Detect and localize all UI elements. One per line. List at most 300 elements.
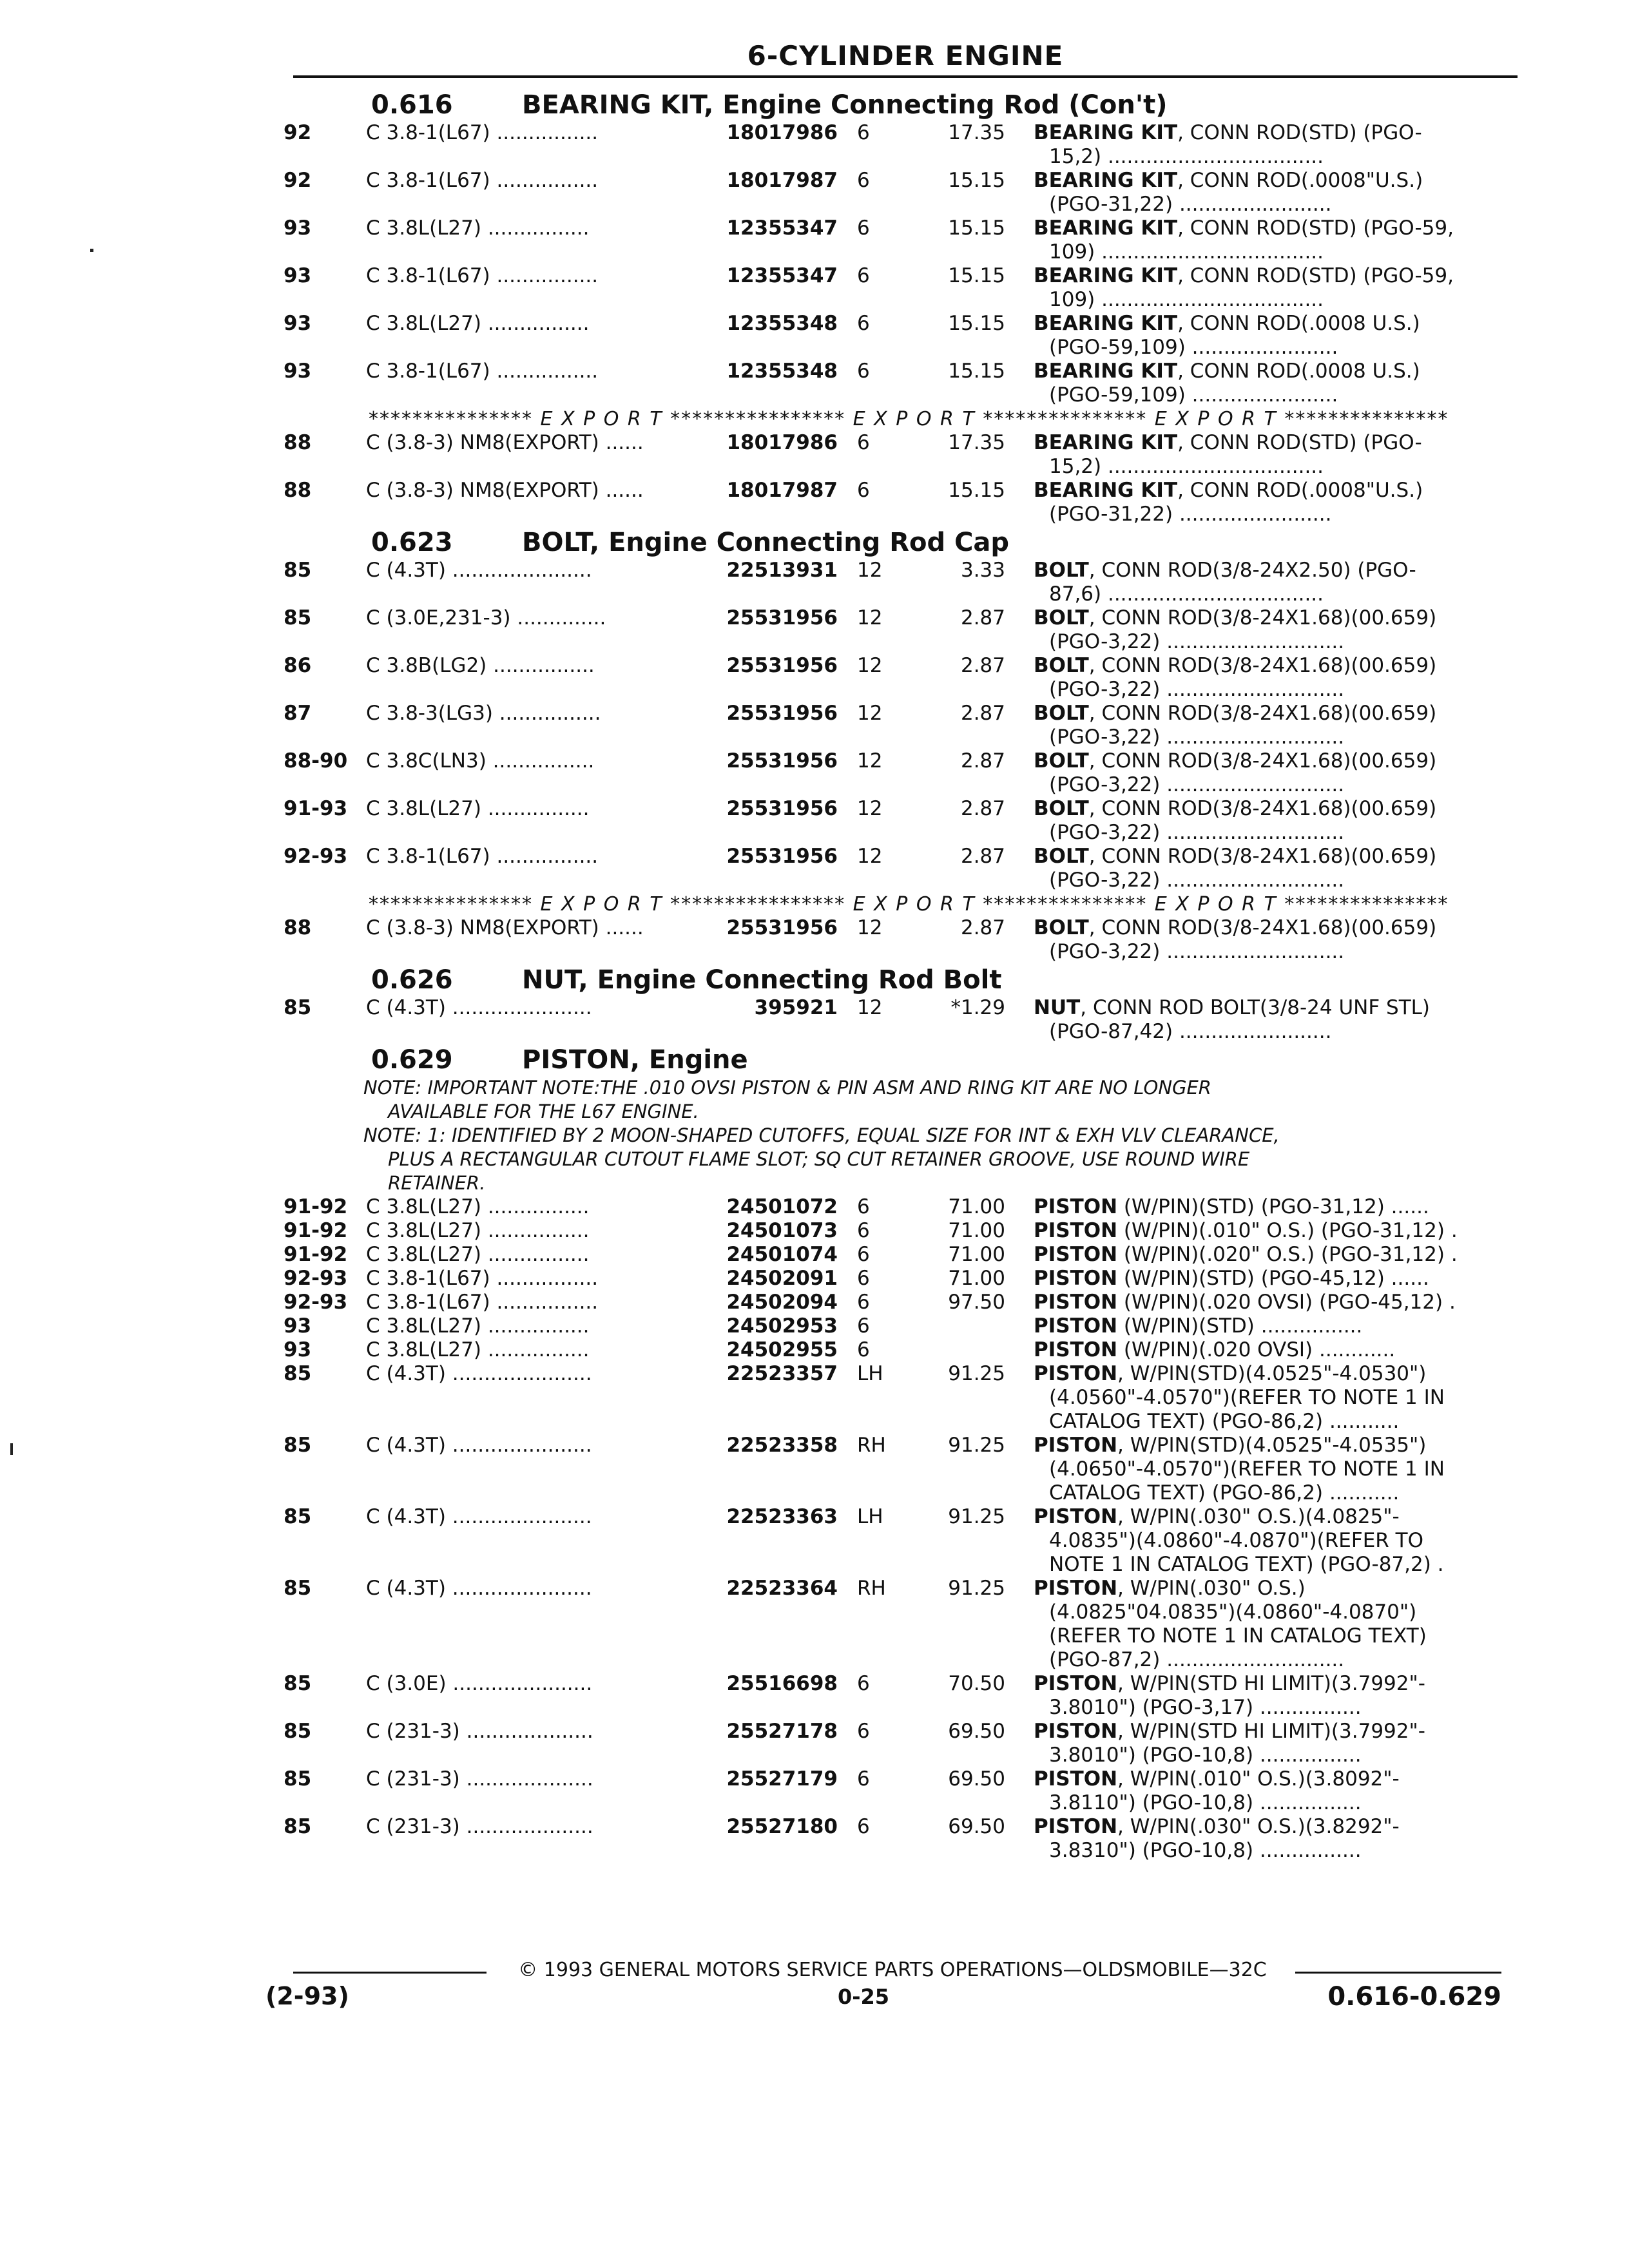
part-description <box>1034 1720 1425 1744</box>
description-detail: , CONN ROD(3/8-24X1.68)(00.659) <box>1088 749 1437 773</box>
continuation-text: 4.0835")(4.0860"-4.0870")(REFER TO <box>1049 1529 1424 1552</box>
price: 69.50 <box>948 1815 1005 1838</box>
quantity: 6 <box>857 431 870 454</box>
quantity: 6 <box>857 1815 870 1838</box>
description-continuation <box>0 1553 1629 1577</box>
description-detail: (W/PIN)(.010" O.S.) (PGO-31,12) . <box>1117 1219 1458 1242</box>
model-year: 92-93 <box>284 1267 348 1290</box>
description-keyword: PISTON <box>1034 1767 1118 1791</box>
description-detail: , CONN ROD(3/8-24X2.50) (PGO- <box>1088 559 1416 582</box>
continuation-text: NOTE 1 IN CATALOG TEXT) (PGO-87,2) . <box>1049 1553 1444 1576</box>
model-year: 85 <box>284 1672 312 1695</box>
part-number: 22523358 <box>726 1434 838 1457</box>
continuation-text: 3.8010") (PGO-3,17) ................ <box>1049 1696 1362 1719</box>
part-row <box>0 749 1629 773</box>
description-continuation <box>0 869 1629 892</box>
model-year: 91-92 <box>284 1219 348 1242</box>
description-continuation <box>0 1648 1629 1672</box>
price: 69.50 <box>948 1720 1005 1743</box>
description-keyword: BOLT <box>1034 654 1089 677</box>
description-keyword: BEARING KIT <box>1034 169 1178 192</box>
model-code: C (4.3T) ...................... <box>366 996 592 1019</box>
description-detail: (W/PIN)(STD) ................ <box>1117 1314 1363 1338</box>
model-code: C 3.8-1(L67) ................ <box>366 1267 599 1290</box>
price: 2.87 <box>960 702 1005 725</box>
description-continuation <box>0 455 1629 479</box>
part-row <box>0 312 1629 336</box>
model-year: 85 <box>284 1434 312 1457</box>
continuation-text: (PGO-3,22) ............................ <box>1049 678 1345 701</box>
description-continuation <box>0 240 1629 264</box>
part-row <box>0 845 1629 869</box>
part-description <box>1034 1267 1429 1291</box>
export-divider-text: *************** E X P O R T **************** E X P O R T *************** E X P O R T *************** <box>369 893 1449 916</box>
part-number: 24502955 <box>726 1338 838 1361</box>
model-year: 93 <box>284 1338 312 1361</box>
description-keyword: PISTON <box>1034 1338 1118 1361</box>
export-divider <box>0 892 1629 916</box>
part-number: 25531956 <box>726 654 838 677</box>
description-detail: , W/PIN(.030" O.S.) <box>1117 1577 1306 1600</box>
description-continuation <box>0 1457 1629 1481</box>
description-keyword: PISTON <box>1034 1505 1118 1528</box>
description-keyword: PISTON <box>1034 1362 1118 1385</box>
export-divider <box>0 407 1629 431</box>
description-continuation <box>0 503 1629 526</box>
description-continuation <box>0 940 1629 964</box>
continuation-text: CATALOG TEXT) (PGO-86,2) ........... <box>1049 1410 1400 1433</box>
model-code: C 3.8L(L27) ................ <box>366 1243 590 1266</box>
description-continuation <box>0 1386 1629 1410</box>
model-year: 93 <box>284 360 312 383</box>
description-continuation <box>0 1839 1629 1863</box>
description-keyword: PISTON <box>1034 1195 1118 1218</box>
price: 91.25 <box>948 1505 1005 1528</box>
part-row <box>0 559 1629 582</box>
description-continuation <box>0 1624 1629 1648</box>
price: 17.35 <box>948 431 1005 454</box>
model-code: C (4.3T) ...................... <box>366 1362 592 1385</box>
price: 2.87 <box>960 797 1005 820</box>
description-keyword: PISTON <box>1034 1577 1118 1600</box>
part-description <box>1034 1195 1429 1219</box>
description-detail: , CONN ROD(STD) (PGO- <box>1177 121 1422 144</box>
quantity: 6 <box>857 1219 870 1242</box>
catalog-note <box>0 1100 1629 1124</box>
part-row <box>0 1672 1629 1696</box>
part-row <box>0 1815 1629 1839</box>
price: 71.00 <box>948 1243 1005 1266</box>
continuation-text: (PGO-59,109) ....................... <box>1049 383 1338 407</box>
model-code: C 3.8-1(L67) ................ <box>366 121 599 144</box>
description-detail: , CONN ROD(STD) (PGO- <box>1177 431 1422 454</box>
price: *1.29 <box>950 996 1005 1019</box>
quantity: 12 <box>857 559 883 582</box>
model-code: C (3.8-3) NM8(EXPORT) ...... <box>366 479 644 502</box>
model-code: C 3.8B(LG2) ................ <box>366 654 595 677</box>
price: 15.15 <box>948 360 1005 383</box>
description-detail: , CONN ROD(3/8-24X1.68)(00.659) <box>1088 606 1437 629</box>
quantity: 6 <box>857 1767 870 1791</box>
part-number: 25531956 <box>726 702 838 725</box>
description-keyword: PISTON <box>1034 1314 1118 1338</box>
part-row <box>0 169 1629 193</box>
price: 69.50 <box>948 1767 1005 1791</box>
section-title: PISTON, Engine <box>522 1045 748 1075</box>
part-description <box>1034 702 1436 726</box>
catalog-note <box>0 1148 1629 1171</box>
part-description <box>1034 360 1420 383</box>
part-number: 25516698 <box>726 1672 838 1695</box>
price: 15.15 <box>948 264 1005 287</box>
description-continuation <box>0 678 1629 702</box>
model-code: C (231-3) .................... <box>366 1815 593 1838</box>
note-text: AVAILABLE FOR THE L67 ENGINE. <box>388 1100 699 1122</box>
scan-mark <box>90 249 93 252</box>
part-row <box>0 264 1629 288</box>
price: 2.87 <box>960 845 1005 868</box>
model-year: 85 <box>284 1362 312 1385</box>
continuation-text: (PGO-3,22) ............................ <box>1049 630 1345 653</box>
description-detail: , CONN ROD(STD) (PGO-59, <box>1177 264 1454 287</box>
continuation-text: 15,2) .................................. <box>1049 145 1324 168</box>
continuation-text: 3.8310") (PGO-10,8) ................ <box>1049 1839 1362 1862</box>
description-continuation <box>0 383 1629 407</box>
part-row <box>0 1267 1629 1291</box>
quantity: 6 <box>857 121 870 144</box>
description-keyword: BOLT <box>1034 702 1089 725</box>
model-code: C 3.8C(LN3) ................ <box>366 749 595 773</box>
model-code: C 3.8L(L27) ................ <box>366 216 590 240</box>
section-heading <box>0 526 1629 559</box>
part-row <box>0 1314 1629 1338</box>
footer-date: (2-93) <box>265 1982 349 2010</box>
continuation-text: (REFER TO NOTE 1 IN CATALOG TEXT) <box>1049 1624 1427 1648</box>
part-number: 24501074 <box>726 1243 838 1266</box>
model-year: 85 <box>284 559 312 582</box>
description-detail: (W/PIN)(STD) (PGO-31,12) ...... <box>1117 1195 1429 1218</box>
model-year: 93 <box>284 216 312 240</box>
part-number: 25531956 <box>726 845 838 868</box>
model-code: C (4.3T) ...................... <box>366 559 592 582</box>
footer-copyright: © 1993 GENERAL MOTORS SERVICE PARTS OPERATIONS—OLDSMOBILE—32C <box>518 1959 1267 1981</box>
description-detail: , CONN ROD(3/8-24X1.68)(00.659) <box>1088 797 1437 820</box>
model-code: C (231-3) .................... <box>366 1720 593 1743</box>
description-detail: , CONN ROD(STD) (PGO-59, <box>1177 216 1454 240</box>
part-row <box>0 216 1629 240</box>
section-title: NUT, Engine Connecting Rod Bolt <box>522 965 1002 995</box>
part-number: 12355348 <box>726 312 838 335</box>
model-year: 92 <box>284 121 312 144</box>
part-row <box>0 1434 1629 1457</box>
description-continuation <box>0 1529 1629 1553</box>
part-number: 22513931 <box>726 559 838 582</box>
footer-rule-left <box>293 1972 487 1974</box>
part-description <box>1034 606 1436 630</box>
description-continuation <box>0 773 1629 797</box>
part-description <box>1034 559 1416 582</box>
model-year: 92-93 <box>284 845 348 868</box>
part-row <box>0 1362 1629 1386</box>
description-keyword: PISTON <box>1034 1434 1118 1457</box>
part-row <box>0 1291 1629 1314</box>
quantity: LH <box>857 1362 883 1385</box>
model-code: C 3.8L(L27) ................ <box>366 1338 590 1361</box>
description-keyword: BEARING KIT <box>1034 312 1178 335</box>
model-year: 91-93 <box>284 797 348 820</box>
continuation-text: (PGO-31,22) ........................ <box>1049 503 1332 526</box>
quantity: 12 <box>857 797 883 820</box>
quantity: LH <box>857 1505 883 1528</box>
description-continuation <box>0 1481 1629 1505</box>
description-continuation <box>0 1600 1629 1624</box>
price: 15.15 <box>948 479 1005 502</box>
continuation-text: 15,2) .................................. <box>1049 455 1324 478</box>
parts-listing <box>0 89 1629 1863</box>
continuation-text: 3.8110") (PGO-10,8) ................ <box>1049 1791 1362 1814</box>
part-row <box>0 121 1629 145</box>
price: 91.25 <box>948 1577 1005 1600</box>
quantity: 6 <box>857 1267 870 1290</box>
part-description <box>1034 431 1422 455</box>
part-description <box>1034 121 1422 145</box>
part-description <box>1034 1243 1458 1267</box>
part-number: 22523357 <box>726 1362 838 1385</box>
model-year: 91-92 <box>284 1195 348 1218</box>
part-number: 12355347 <box>726 216 838 240</box>
part-row <box>0 996 1629 1020</box>
description-continuation <box>0 726 1629 749</box>
part-description <box>1034 1338 1395 1362</box>
part-number: 18017987 <box>726 479 838 502</box>
price: 97.50 <box>948 1291 1005 1314</box>
section-title: BEARING KIT, Engine Connecting Rod (Con't) <box>522 90 1168 120</box>
description-keyword: BEARING KIT <box>1034 216 1178 240</box>
section-heading <box>0 1044 1629 1076</box>
export-divider-text: *************** E X P O R T **************** E X P O R T *************** E X P O R T *************** <box>369 408 1449 430</box>
model-code: C (4.3T) ...................... <box>366 1505 592 1528</box>
description-keyword: PISTON <box>1034 1267 1118 1290</box>
description-continuation <box>0 821 1629 845</box>
price: 71.00 <box>948 1267 1005 1290</box>
part-number: 25527180 <box>726 1815 838 1838</box>
price: 70.50 <box>948 1672 1005 1695</box>
description-continuation <box>0 336 1629 360</box>
price: 17.35 <box>948 121 1005 144</box>
continuation-text: (4.0560"-4.0570")(REFER TO NOTE 1 IN <box>1049 1386 1445 1409</box>
model-year: 88 <box>284 916 312 939</box>
part-description <box>1034 654 1436 678</box>
part-row <box>0 654 1629 678</box>
quantity: 12 <box>857 606 883 629</box>
price: 2.87 <box>960 606 1005 629</box>
part-number: 24502094 <box>726 1291 838 1314</box>
part-description <box>1034 749 1436 773</box>
continuation-text: CATALOG TEXT) (PGO-86,2) ........... <box>1049 1481 1400 1504</box>
price: 15.15 <box>948 169 1005 192</box>
part-description <box>1034 1291 1456 1314</box>
part-number: 24501072 <box>726 1195 838 1218</box>
part-description <box>1034 1219 1458 1243</box>
description-detail: , W/PIN(STD HI LIMIT)(3.7992"- <box>1117 1720 1425 1743</box>
description-keyword: BEARING KIT <box>1034 121 1178 144</box>
part-description <box>1034 1314 1362 1338</box>
section-number: 0.629 <box>371 1045 453 1075</box>
quantity: 12 <box>857 996 883 1019</box>
description-continuation <box>0 630 1629 654</box>
part-description <box>1034 1767 1400 1791</box>
part-number: 24501073 <box>726 1219 838 1242</box>
section-heading <box>0 964 1629 996</box>
quantity: 6 <box>857 1672 870 1695</box>
model-year: 88 <box>284 431 312 454</box>
section-number: 0.626 <box>371 965 453 995</box>
description-keyword: BEARING KIT <box>1034 360 1178 383</box>
quantity: 12 <box>857 654 883 677</box>
price: 3.33 <box>960 559 1005 582</box>
quantity: 6 <box>857 479 870 502</box>
part-description <box>1034 1434 1426 1457</box>
description-detail: , W/PIN(.030" O.S.)(4.0825"- <box>1117 1505 1400 1528</box>
part-row <box>0 606 1629 630</box>
model-code: C 3.8-3(LG3) ................ <box>366 702 601 725</box>
part-row <box>0 1243 1629 1267</box>
description-continuation <box>0 1020 1629 1044</box>
note-text: NOTE: IMPORTANT NOTE:THE .010 OVSI PISTON & PIN ASM AND RING KIT ARE NO LONGER <box>363 1077 1211 1099</box>
description-continuation <box>0 193 1629 216</box>
model-year: 85 <box>284 996 312 1019</box>
quantity: 6 <box>857 169 870 192</box>
continuation-text: (PGO-87,42) ........................ <box>1049 1020 1332 1043</box>
description-detail: , CONN ROD(.0008"U.S.) <box>1177 479 1423 502</box>
quantity: 6 <box>857 360 870 383</box>
description-detail: (W/PIN)(.020 OVSI) (PGO-45,12) . <box>1117 1291 1456 1314</box>
quantity: 6 <box>857 1720 870 1743</box>
part-number: 395921 <box>754 996 838 1019</box>
part-number: 18017986 <box>726 431 838 454</box>
model-code: C 3.8L(L27) ................ <box>366 1219 590 1242</box>
part-row <box>0 1195 1629 1219</box>
part-number: 25531956 <box>726 606 838 629</box>
description-keyword: BEARING KIT <box>1034 431 1178 454</box>
price: 91.25 <box>948 1434 1005 1457</box>
part-row <box>0 479 1629 503</box>
footer-page-number: 0-25 <box>837 1984 890 2009</box>
note-text: PLUS A RECTANGULAR CUTOUT FLAME SLOT; SQ CUT RETAINER GROOVE, USE ROUND WIRE <box>388 1148 1250 1170</box>
section-heading <box>0 89 1629 121</box>
part-description <box>1034 1672 1425 1696</box>
part-row <box>0 702 1629 726</box>
continuation-text: 87,6) .................................. <box>1049 582 1324 606</box>
continuation-text: (PGO-31,22) ........................ <box>1049 193 1332 216</box>
part-description <box>1034 996 1430 1020</box>
description-keyword: BOLT <box>1034 916 1089 939</box>
description-detail: (W/PIN)(.020 OVSI) ............ <box>1117 1338 1396 1361</box>
quantity: 6 <box>857 1195 870 1218</box>
quantity: 12 <box>857 916 883 939</box>
catalog-note <box>0 1171 1629 1195</box>
section-number: 0.616 <box>371 90 453 120</box>
model-code: C 3.8L(L27) ................ <box>366 797 590 820</box>
model-code: C (231-3) .................... <box>366 1767 593 1791</box>
page-header: 6-CYLINDER ENGINE <box>747 40 1064 72</box>
continuation-text: (4.0650"-4.0570")(REFER TO NOTE 1 IN <box>1049 1457 1445 1481</box>
quantity: 6 <box>857 216 870 240</box>
part-number: 24502953 <box>726 1314 838 1338</box>
section-number: 0.623 <box>371 528 453 557</box>
description-keyword: BOLT <box>1034 559 1089 582</box>
description-detail: , CONN ROD(3/8-24X1.68)(00.659) <box>1088 845 1437 868</box>
quantity: 6 <box>857 264 870 287</box>
scan-mark <box>10 1443 13 1455</box>
description-detail: , W/PIN(.010" O.S.)(3.8092"- <box>1117 1767 1400 1791</box>
section-title: BOLT, Engine Connecting Rod Cap <box>522 528 1010 557</box>
part-row <box>0 1577 1629 1600</box>
part-description <box>1034 1505 1400 1529</box>
quantity: RH <box>857 1577 886 1600</box>
part-number: 18017986 <box>726 121 838 144</box>
part-row <box>0 1219 1629 1243</box>
continuation-text: (PGO-3,22) ............................ <box>1049 726 1345 749</box>
quantity: 6 <box>857 1314 870 1338</box>
part-row <box>0 1505 1629 1529</box>
description-keyword: PISTON <box>1034 1243 1118 1266</box>
part-number: 22523364 <box>726 1577 838 1600</box>
description-continuation <box>0 145 1629 169</box>
model-year: 93 <box>284 1314 312 1338</box>
model-code: C (3.8-3) NM8(EXPORT) ...... <box>366 916 644 939</box>
description-detail: , W/PIN(STD)(4.0525"-4.0535") <box>1117 1434 1427 1457</box>
quantity: 12 <box>857 749 883 773</box>
continuation-text: (4.0825"04.0835")(4.0860"-4.0870") <box>1049 1600 1417 1624</box>
part-number: 22523363 <box>726 1505 838 1528</box>
price: 71.00 <box>948 1195 1005 1218</box>
model-code: C (4.3T) ...................... <box>366 1577 592 1600</box>
model-year: 87 <box>284 702 312 725</box>
part-number: 25531956 <box>726 916 838 939</box>
description-detail: , CONN ROD(3/8-24X1.68)(00.659) <box>1088 654 1437 677</box>
catalog-note <box>0 1124 1629 1148</box>
part-description <box>1034 479 1423 503</box>
model-year: 85 <box>284 1505 312 1528</box>
part-number: 12355347 <box>726 264 838 287</box>
part-description <box>1034 312 1420 336</box>
description-keyword: BEARING KIT <box>1034 479 1178 502</box>
model-code: C (3.8-3) NM8(EXPORT) ...... <box>366 431 644 454</box>
part-number: 25531956 <box>726 749 838 773</box>
part-number: 25531956 <box>726 797 838 820</box>
price: 2.87 <box>960 749 1005 773</box>
description-detail: , W/PIN(.030" O.S.)(3.8292"- <box>1117 1815 1400 1838</box>
continuation-text: (PGO-3,22) ............................ <box>1049 869 1345 892</box>
model-code: C 3.8-1(L67) ................ <box>366 169 599 192</box>
description-detail: , CONN ROD BOLT(3/8-24 UNF STL) <box>1080 996 1430 1019</box>
continuation-text: 109) ................................... <box>1049 288 1324 311</box>
part-description <box>1034 797 1436 821</box>
model-code: C 3.8-1(L67) ................ <box>366 1291 599 1314</box>
part-number: 18017987 <box>726 169 838 192</box>
model-year: 93 <box>284 312 312 335</box>
description-continuation <box>0 1744 1629 1767</box>
model-code: C 3.8L(L27) ................ <box>366 1314 590 1338</box>
continuation-text: (PGO-87,2) ............................ <box>1049 1648 1345 1671</box>
continuation-text: (PGO-3,22) ............................ <box>1049 940 1345 963</box>
description-continuation <box>0 288 1629 312</box>
model-year: 85 <box>284 1720 312 1743</box>
model-year: 85 <box>284 606 312 629</box>
part-number: 25527178 <box>726 1720 838 1743</box>
model-year: 85 <box>284 1815 312 1838</box>
